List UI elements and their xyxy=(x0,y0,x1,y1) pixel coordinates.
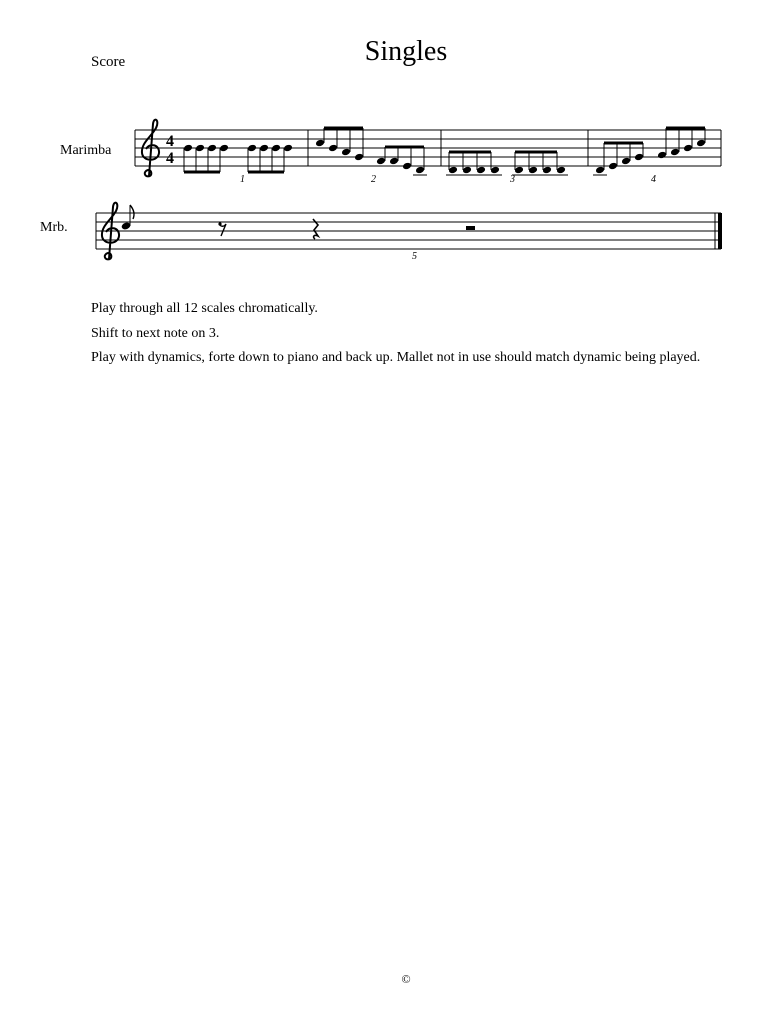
beam xyxy=(666,127,705,130)
instruction-line: Play through all 12 scales chromatically. xyxy=(91,301,318,316)
note-head xyxy=(696,139,706,148)
note-head xyxy=(259,144,269,153)
eighth-rest-icon xyxy=(219,224,226,236)
note-head xyxy=(283,144,293,153)
measure-number-3: 3 xyxy=(510,174,515,185)
note-head xyxy=(315,139,325,148)
beam xyxy=(515,151,557,154)
note-head xyxy=(621,157,631,166)
measure-number-4: 4 xyxy=(651,174,656,185)
instruction-line: Shift to next note on 3. xyxy=(91,325,220,341)
note-head xyxy=(595,166,605,175)
instrument-name: Marimba xyxy=(60,143,112,158)
measure-number-2: 2 xyxy=(371,174,376,185)
note-head xyxy=(528,166,538,175)
note-head xyxy=(271,144,281,153)
note-head xyxy=(476,166,486,175)
beam xyxy=(385,146,424,149)
note-head xyxy=(402,162,412,171)
note-head xyxy=(328,144,338,153)
note-head xyxy=(415,166,425,175)
beam xyxy=(449,151,491,154)
note-head xyxy=(376,157,386,166)
beam xyxy=(248,171,284,174)
measure-5-notes xyxy=(121,205,134,231)
time-signature xyxy=(166,133,174,167)
note-head xyxy=(514,166,524,175)
note-head xyxy=(634,153,644,162)
note-head xyxy=(556,166,566,175)
note-head xyxy=(542,166,552,175)
instrument-abbreviation: Mrb. xyxy=(40,220,68,235)
note-head xyxy=(195,144,205,153)
beam xyxy=(184,171,220,174)
instructions xyxy=(91,297,700,371)
svg-text:4: 4 xyxy=(166,150,174,167)
note-head xyxy=(448,166,458,175)
svg-text:4: 4 xyxy=(166,133,174,150)
beam xyxy=(324,127,363,130)
instruction-line: Play with dynamics, forte down to piano and back up. Mallet not in use should match dynamic being played. xyxy=(91,350,701,365)
page-title: Singles xyxy=(364,36,448,67)
note-head xyxy=(670,148,680,157)
measure-1-notes xyxy=(183,127,706,176)
note-head xyxy=(219,144,229,153)
note-head xyxy=(389,157,399,166)
beam xyxy=(604,142,643,145)
note-head xyxy=(490,166,500,175)
note-head xyxy=(354,153,364,162)
staff-mrb xyxy=(96,213,721,249)
eighth-rest-dot xyxy=(218,222,221,225)
measure-number-1: 1 xyxy=(240,174,245,185)
note-head xyxy=(183,144,193,153)
score-label: Score xyxy=(91,54,126,70)
note-head xyxy=(207,144,217,153)
measure-number-5: 5 xyxy=(412,251,417,262)
half-rest-icon xyxy=(466,226,475,230)
copyright-symbol: © xyxy=(401,972,411,986)
note-head xyxy=(341,148,351,157)
note-head xyxy=(247,144,257,153)
note-head xyxy=(657,151,667,160)
music-notation xyxy=(0,0,768,300)
final-barline xyxy=(718,213,722,249)
note-head xyxy=(683,144,693,153)
note-head xyxy=(608,162,618,171)
note-head xyxy=(462,166,472,175)
